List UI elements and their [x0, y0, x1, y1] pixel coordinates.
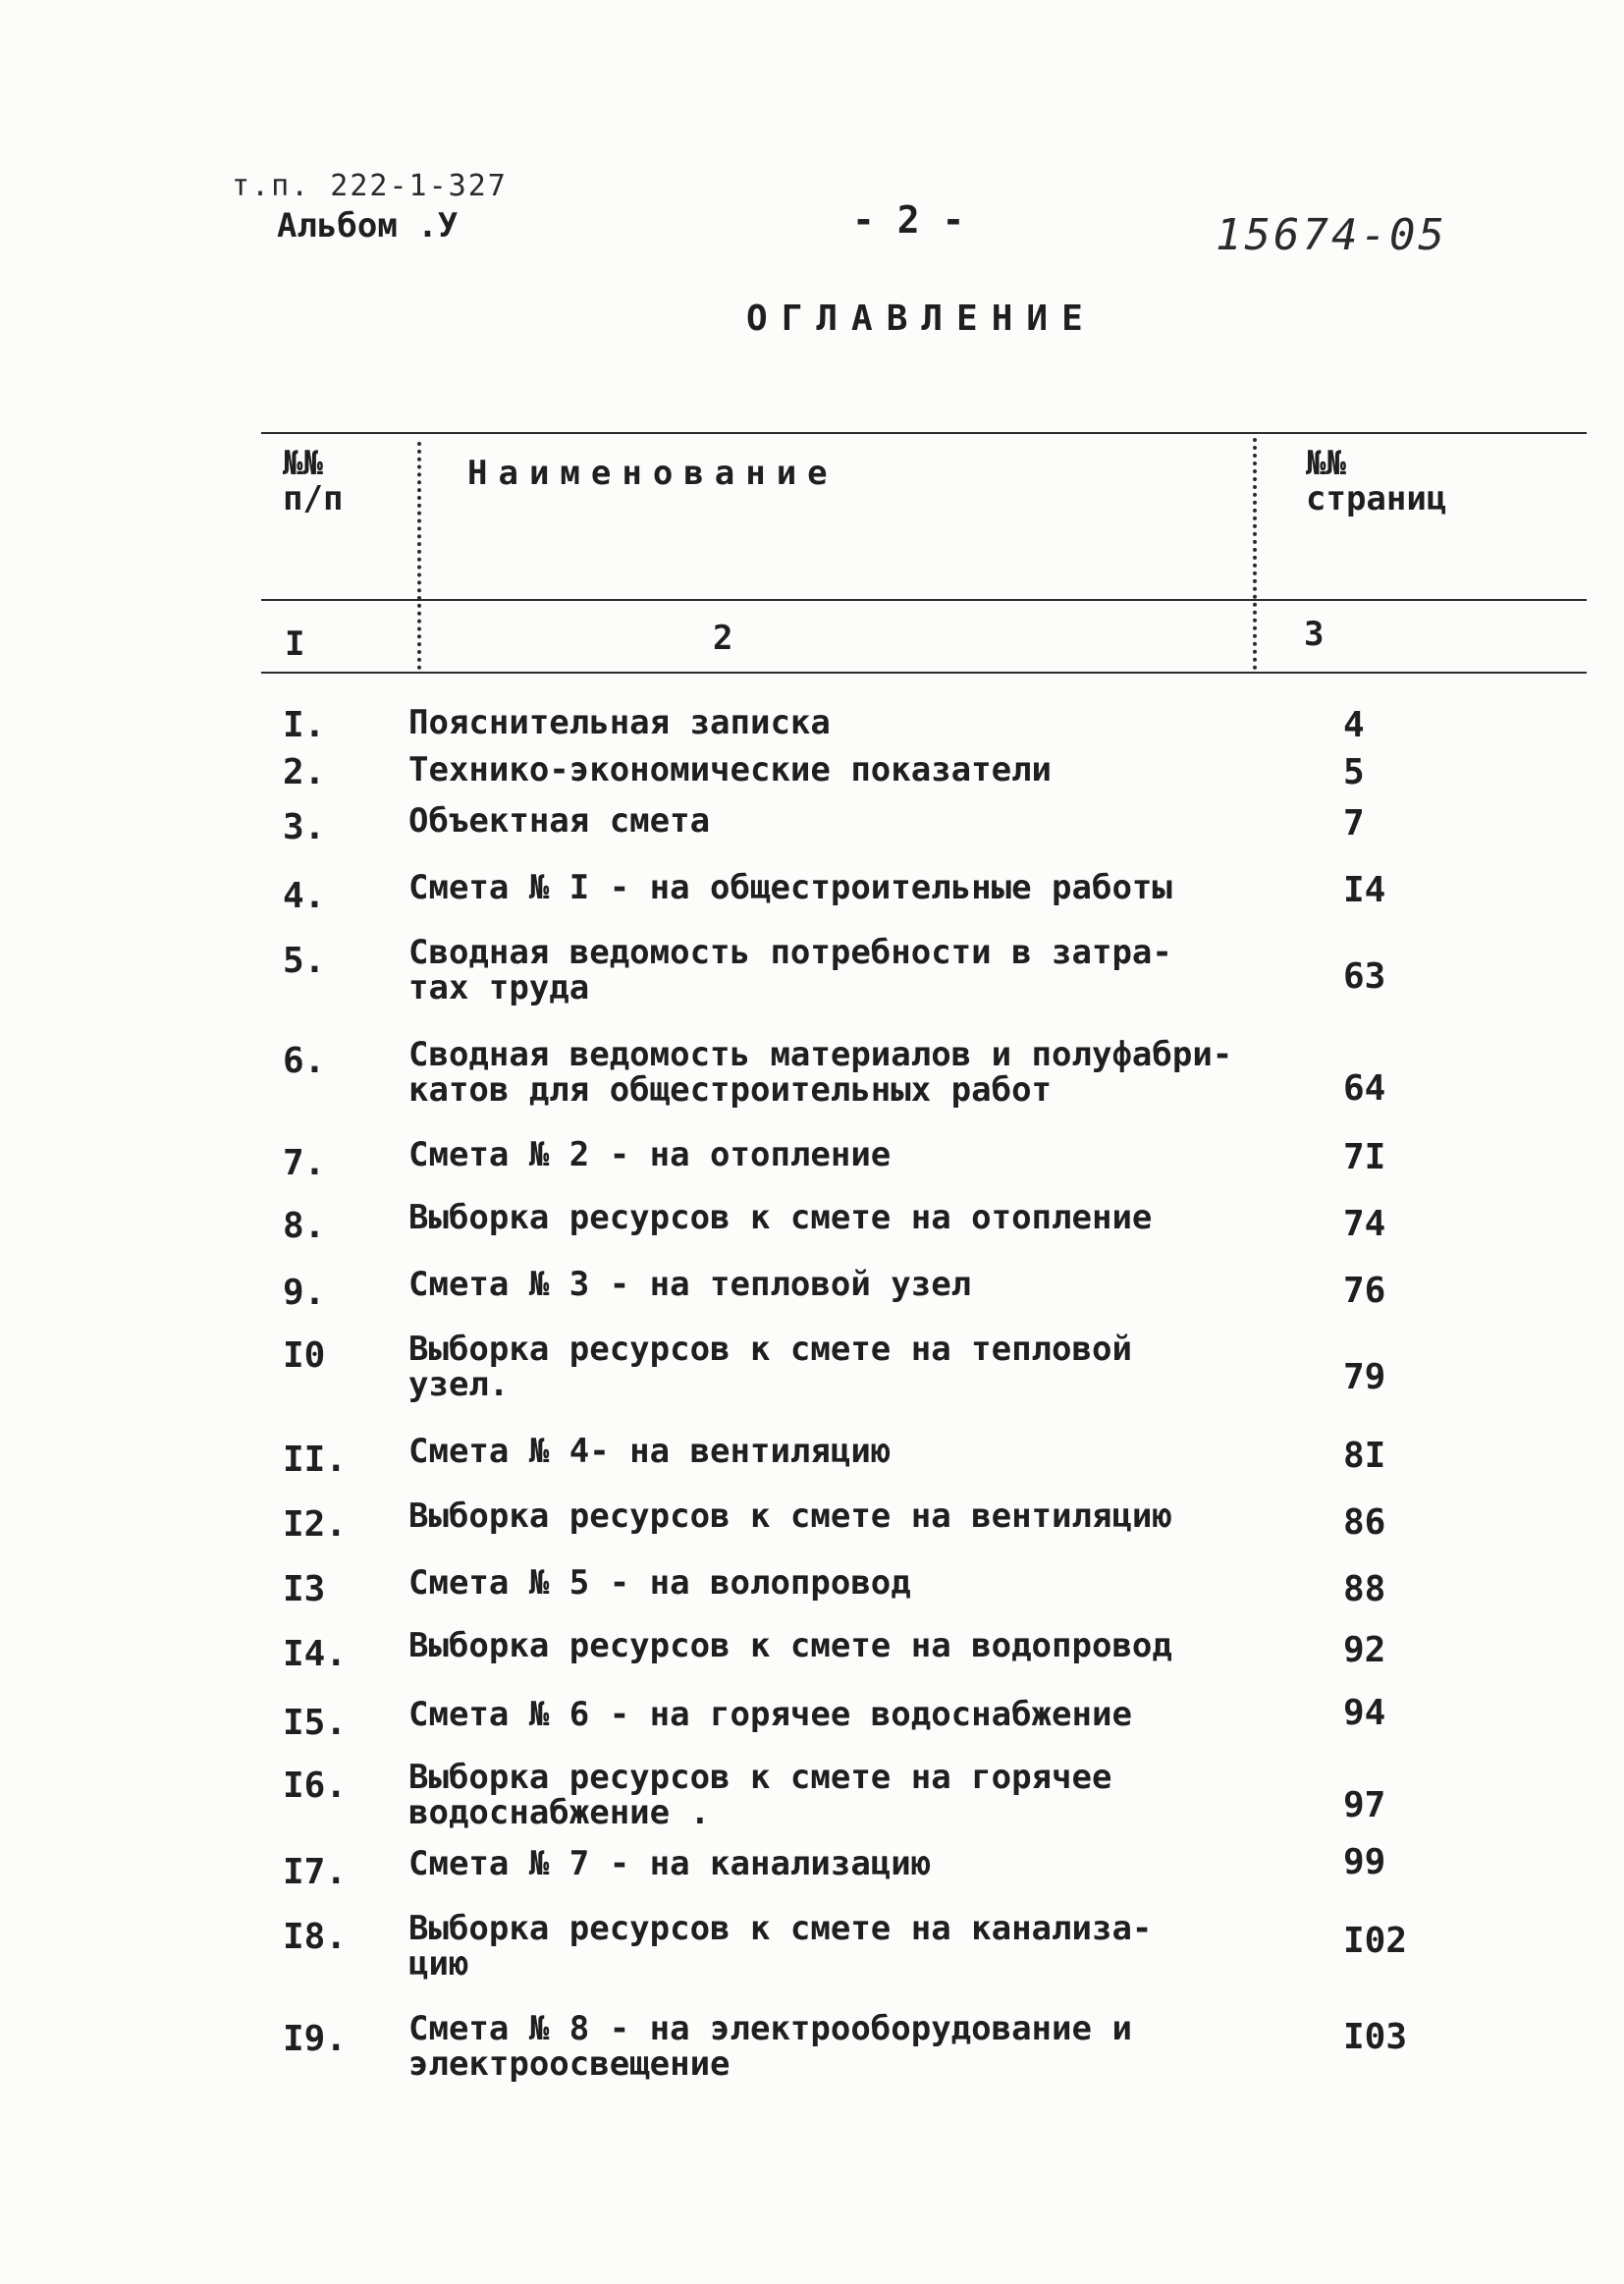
row-title: Смета № 2 - на отопление — [408, 1135, 892, 1174]
header-cell-pages: №№ страниц — [1306, 444, 1447, 518]
row-number: I6. — [283, 1766, 348, 1806]
row-page: 63 — [1343, 956, 1386, 997]
row-title: Выборка ресурсов к смете на канализа- цию — [408, 1909, 1153, 1984]
table-colnum-rule — [261, 672, 1587, 674]
row-title: Смета № 3 - на тепловой узел — [408, 1265, 972, 1304]
column-separator — [1253, 438, 1257, 670]
column-number-1: I — [285, 625, 305, 664]
row-title: Выборка ресурсов к смете на вентиляцию — [408, 1496, 1172, 1536]
row-number: 7. — [283, 1143, 326, 1183]
row-page: 99 — [1343, 1842, 1386, 1882]
row-page: 88 — [1343, 1569, 1386, 1609]
row-number: I5. — [283, 1703, 348, 1743]
row-title: Выборка ресурсов к смете на тепловой узел. — [408, 1330, 1132, 1404]
row-page: 92 — [1343, 1630, 1386, 1670]
row-number: I3 — [283, 1569, 326, 1609]
column-number-3: 3 — [1304, 615, 1325, 654]
row-title: Смета № 8 - на электрооборудование и электроосвещение — [408, 2009, 1132, 2084]
row-number: 4. — [283, 876, 326, 916]
row-title: Выборка ресурсов к смете на водопровод — [408, 1626, 1172, 1665]
row-number: II. — [283, 1440, 348, 1480]
header-cell-name: Наименование — [467, 454, 839, 493]
page-number: - 2 - — [852, 198, 965, 242]
row-page: 97 — [1343, 1785, 1386, 1825]
row-page: 74 — [1343, 1204, 1386, 1244]
row-number: I4. — [283, 1634, 348, 1674]
row-number: 8. — [283, 1206, 326, 1246]
row-page: 76 — [1343, 1271, 1386, 1311]
row-number: I2. — [283, 1504, 348, 1545]
row-number: 6. — [283, 1041, 326, 1081]
row-number: I8. — [283, 1917, 348, 1957]
row-page: 86 — [1343, 1502, 1386, 1543]
column-number-2: 2 — [713, 619, 733, 658]
row-number: 5. — [283, 941, 326, 981]
album-label: Альбом .У — [277, 206, 459, 245]
inventory-number: 15674-05 — [1216, 210, 1447, 260]
row-title: Выборка ресурсов к смете на отопление — [408, 1198, 1153, 1237]
row-title: Смета № 4- на вентиляцию — [408, 1432, 892, 1471]
row-page: 7 — [1343, 803, 1365, 843]
row-page: 4 — [1343, 705, 1365, 745]
row-number: I7. — [283, 1852, 348, 1892]
row-page: 7I — [1343, 1137, 1386, 1177]
row-page: I03 — [1343, 2017, 1408, 2057]
row-number: 2. — [283, 752, 326, 792]
header-cell-number: №№ п/п — [283, 444, 344, 518]
table-header-rule — [261, 599, 1587, 601]
row-title: Пояснительная записка — [408, 703, 831, 742]
row-title: Смета № 5 - на волопровод — [408, 1563, 911, 1603]
row-title: Смета № 6 - на горячее водоснабжение — [408, 1695, 1132, 1734]
row-page: 5 — [1343, 752, 1365, 792]
row-title: Смета № 7 - на канализацию — [408, 1844, 932, 1883]
row-page: 79 — [1343, 1357, 1386, 1397]
row-page: 94 — [1343, 1693, 1386, 1733]
row-page: I4 — [1343, 870, 1386, 910]
row-number: I9. — [283, 2019, 348, 2059]
row-number: I. — [283, 705, 326, 745]
document-title: ОГЛАВЛЕНИЕ — [746, 299, 1097, 339]
row-title: Объектная смета — [408, 801, 711, 841]
row-page: 64 — [1343, 1068, 1386, 1109]
table-top-rule — [261, 432, 1587, 434]
row-number: 9. — [283, 1273, 326, 1313]
row-title: Сводная ведомость материалов и полуфабри- катов для общестроительных работ — [408, 1035, 1233, 1110]
column-separator — [417, 442, 421, 670]
row-page: 8I — [1343, 1436, 1386, 1476]
row-title: Выборка ресурсов к смете на горячее водоснабжение . — [408, 1758, 1112, 1832]
row-title: Технико-экономические показатели — [408, 750, 1053, 789]
row-number: 3. — [283, 807, 326, 847]
row-number: I0 — [283, 1335, 326, 1376]
row-title: Смета № I - на общестроительные работы — [408, 868, 1172, 907]
project-code: т.п. 222-1-327 — [232, 169, 508, 203]
row-page: I02 — [1343, 1921, 1408, 1961]
row-title: Сводная ведомость потребности в затра- тах труда — [408, 933, 1172, 1007]
